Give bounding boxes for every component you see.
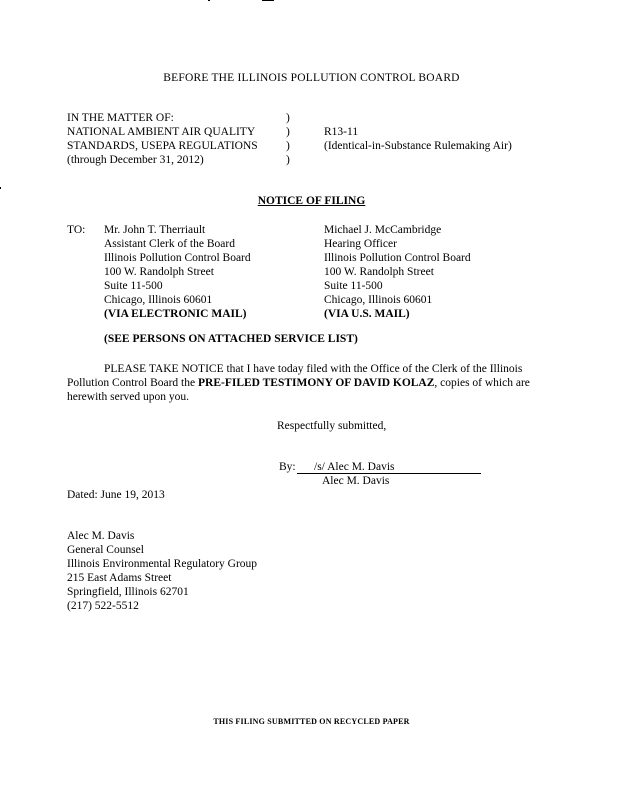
address-line: Suite 11-500 xyxy=(104,280,163,292)
board-title: BEFORE THE ILLINOIS POLLUTION CONTROL BOARD xyxy=(163,72,460,84)
matter-row xyxy=(67,139,547,153)
notice-text: , copies of which are herewith served upon you. xyxy=(67,377,530,403)
caption-paren: ) xyxy=(286,126,290,138)
matter-caption xyxy=(67,111,547,167)
sender-line: General Counsel xyxy=(67,544,144,556)
matter-line: IN THE MATTER OF: xyxy=(67,112,174,124)
address-line: Hearing Officer xyxy=(324,238,397,250)
caption-paren: ) xyxy=(286,154,290,166)
address-line: Chicago, Illinois 60601 xyxy=(104,294,213,306)
closing: Respectfully submitted, xyxy=(277,420,387,432)
recipient-hearing-officer xyxy=(324,223,471,321)
matter-row xyxy=(67,153,547,167)
delivery-method: (VIA U.S. MAIL) xyxy=(324,308,410,320)
delivery-method: (VIA ELECTRONIC MAIL) xyxy=(104,308,247,320)
matter-line: (through December 31, 2012) xyxy=(67,154,204,166)
matter-line: NATIONAL AMBIENT AIR QUALITY xyxy=(67,126,256,138)
scan-mark xyxy=(0,187,1,189)
address-line: Mr. John T. Therriault xyxy=(104,224,206,236)
signer-name: Alec M. Davis xyxy=(322,475,390,487)
signature-line xyxy=(297,460,481,474)
address-line: Illinois Pollution Control Board xyxy=(324,252,471,264)
sender-block xyxy=(67,529,257,613)
notice-text: PLEASE TAKE NOTICE that I have today filed with the Office of the Clerk of the Illinois Pollution Control Board the xyxy=(67,363,523,389)
caption-paren: ) xyxy=(286,140,290,152)
notice-paragraph xyxy=(67,362,537,404)
by-label: By: xyxy=(279,461,296,473)
matter-row xyxy=(67,125,547,139)
address-line: Illinois Pollution Control Board xyxy=(104,252,251,264)
matter-line: STANDARDS, USEPA REGULATIONS xyxy=(67,140,258,152)
service-list-note: (SEE PERSONS ON ATTACHED SERVICE LIST) xyxy=(104,333,358,345)
address-line: Suite 11-500 xyxy=(324,280,383,292)
address-line: 100 W. Randolph Street xyxy=(104,266,214,278)
electronic-signature: /s/ Alec M. Davis xyxy=(314,461,395,473)
sender-line: Springfield, Illinois 62701 xyxy=(67,586,189,598)
recipient-clerk xyxy=(104,223,251,321)
address-line: 100 W. Randolph Street xyxy=(324,266,434,278)
recycled-paper-footer: THIS FILING SUBMITTED ON RECYCLED PAPER xyxy=(213,717,410,726)
filing-date: Dated: June 19, 2013 xyxy=(67,489,165,501)
notice-body xyxy=(67,362,537,404)
sender-line: (217) 522-5512 xyxy=(67,600,139,612)
address-line: Chicago, Illinois 60601 xyxy=(324,294,433,306)
caption-paren: ) xyxy=(286,112,290,124)
scan-mark xyxy=(208,0,210,1)
matter-row xyxy=(67,111,547,125)
sender-line: Alec M. Davis xyxy=(67,530,135,542)
sender-line: Illinois Environmental Regulatory Group xyxy=(67,558,258,570)
to-label: TO: xyxy=(67,224,86,236)
address-line: Michael J. McCambridge xyxy=(324,224,442,236)
scan-mark xyxy=(262,0,274,1)
address-line: Assistant Clerk of the Board xyxy=(104,238,235,250)
docket-number: R13-11 xyxy=(324,126,359,138)
docket-type: (Identical-in-Substance Rulemaking Air) xyxy=(324,140,512,152)
notice-title: NOTICE OF FILING xyxy=(257,195,366,207)
sender-line: 215 East Adams Street xyxy=(67,572,172,584)
testimony-title: PRE-FILED TESTIMONY OF DAVID KOLAZ xyxy=(197,377,435,389)
